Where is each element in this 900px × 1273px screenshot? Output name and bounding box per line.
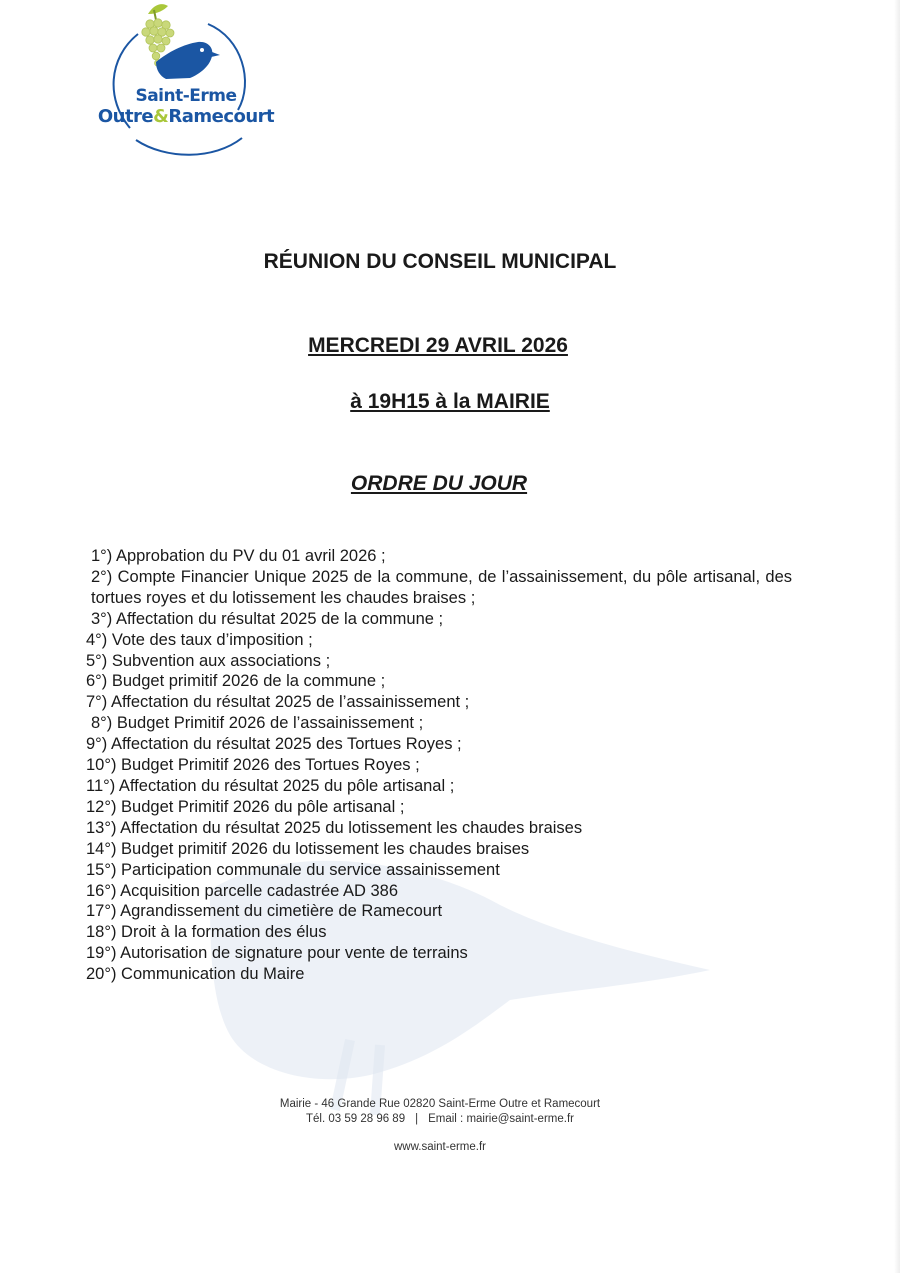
logo-title-line2: Outre&Ramecourt: [97, 106, 275, 127]
footer-address: Mairie - 46 Grande Rue 02820 Saint-Erme Outre et Ramecourt: [279, 1098, 601, 1110]
footer-phone: Tél. 03 59 28 96 89: [306, 1113, 406, 1125]
agenda-item: 20°) Communication du Maire: [86, 965, 305, 984]
logo-emblem-icon: [96, 0, 276, 165]
logo-title-line1: Saint-Erme: [135, 86, 237, 106]
agenda-item: 11°) Affectation du résultat 2025 du pôle artisanal ;: [86, 776, 455, 795]
footer-separator: |: [415, 1113, 419, 1125]
agenda-item: 3°) Affectation du résultat 2025 de la commune ;: [91, 609, 444, 628]
agenda-item: 15°) Participation communale du service assainissement: [86, 860, 500, 879]
page-edge-shadow: [894, 0, 900, 1273]
agenda-item: 6°) Budget primitif 2026 de la commune ;: [86, 672, 386, 691]
agenda-item: 9°) Affectation du résultat 2025 des Tortues Royes ;: [86, 735, 462, 754]
agenda-heading: ORDRE DU JOUR: [350, 472, 528, 495]
agenda-item: 14°) Budget primitif 2026 du lotissement les chaudes braises: [86, 839, 530, 858]
agenda-item: 1°) Approbation du PV du 01 avril 2026 ;: [91, 547, 386, 565]
page-title: RÉUNION DU CONSEIL MUNICIPAL: [263, 250, 617, 273]
agenda-item: 18°) Droit à la formation des élus: [86, 923, 327, 942]
agenda-item: 4°) Vote des taux d’imposition ;: [86, 630, 313, 649]
footer-contact: [0, 1113, 880, 1125]
footer-website-link[interactable]: www.saint-erme.fr: [393, 1141, 487, 1153]
agenda-item: 19°) Autorisation de signature pour vente de terrains: [86, 944, 468, 963]
logo: [96, 0, 276, 165]
footer-email: Email : mairie@saint-erme.fr: [428, 1113, 574, 1125]
agenda-item: 2°) Compte Financier Unique 2025 de la commune, de l’assainissement, du pôle artisanal, des tortues royes et du lotissement les chaudes braises ;: [91, 567, 792, 607]
meeting-date: MERCREDI 29 AVRIL 2026: [308, 334, 568, 357]
agenda-item: 13°) Affectation du résultat 2025 du lotissement les chaudes braises: [86, 818, 583, 837]
agenda-item: 10°) Budget Primitif 2026 des Tortues Royes ;: [86, 756, 420, 775]
agenda-item: 16°) Acquisition parcelle cadastrée AD 386: [86, 881, 399, 900]
meeting-time-place: à 19H15 à la MAIRIE: [350, 390, 550, 413]
agenda-item: 8°) Budget Primitif 2026 de l’assainissement ;: [91, 714, 424, 733]
agenda-list: [86, 546, 792, 985]
agenda-item: 7°) Affectation du résultat 2025 de l’assainissement ;: [86, 693, 470, 712]
agenda-item: 5°) Subvention aux associations ;: [86, 651, 331, 670]
agenda-item: 12°) Budget Primitif 2026 du pôle artisanal ;: [86, 797, 405, 816]
agenda-item: 17°) Agrandissement du cimetière de Ramecourt: [86, 902, 443, 921]
